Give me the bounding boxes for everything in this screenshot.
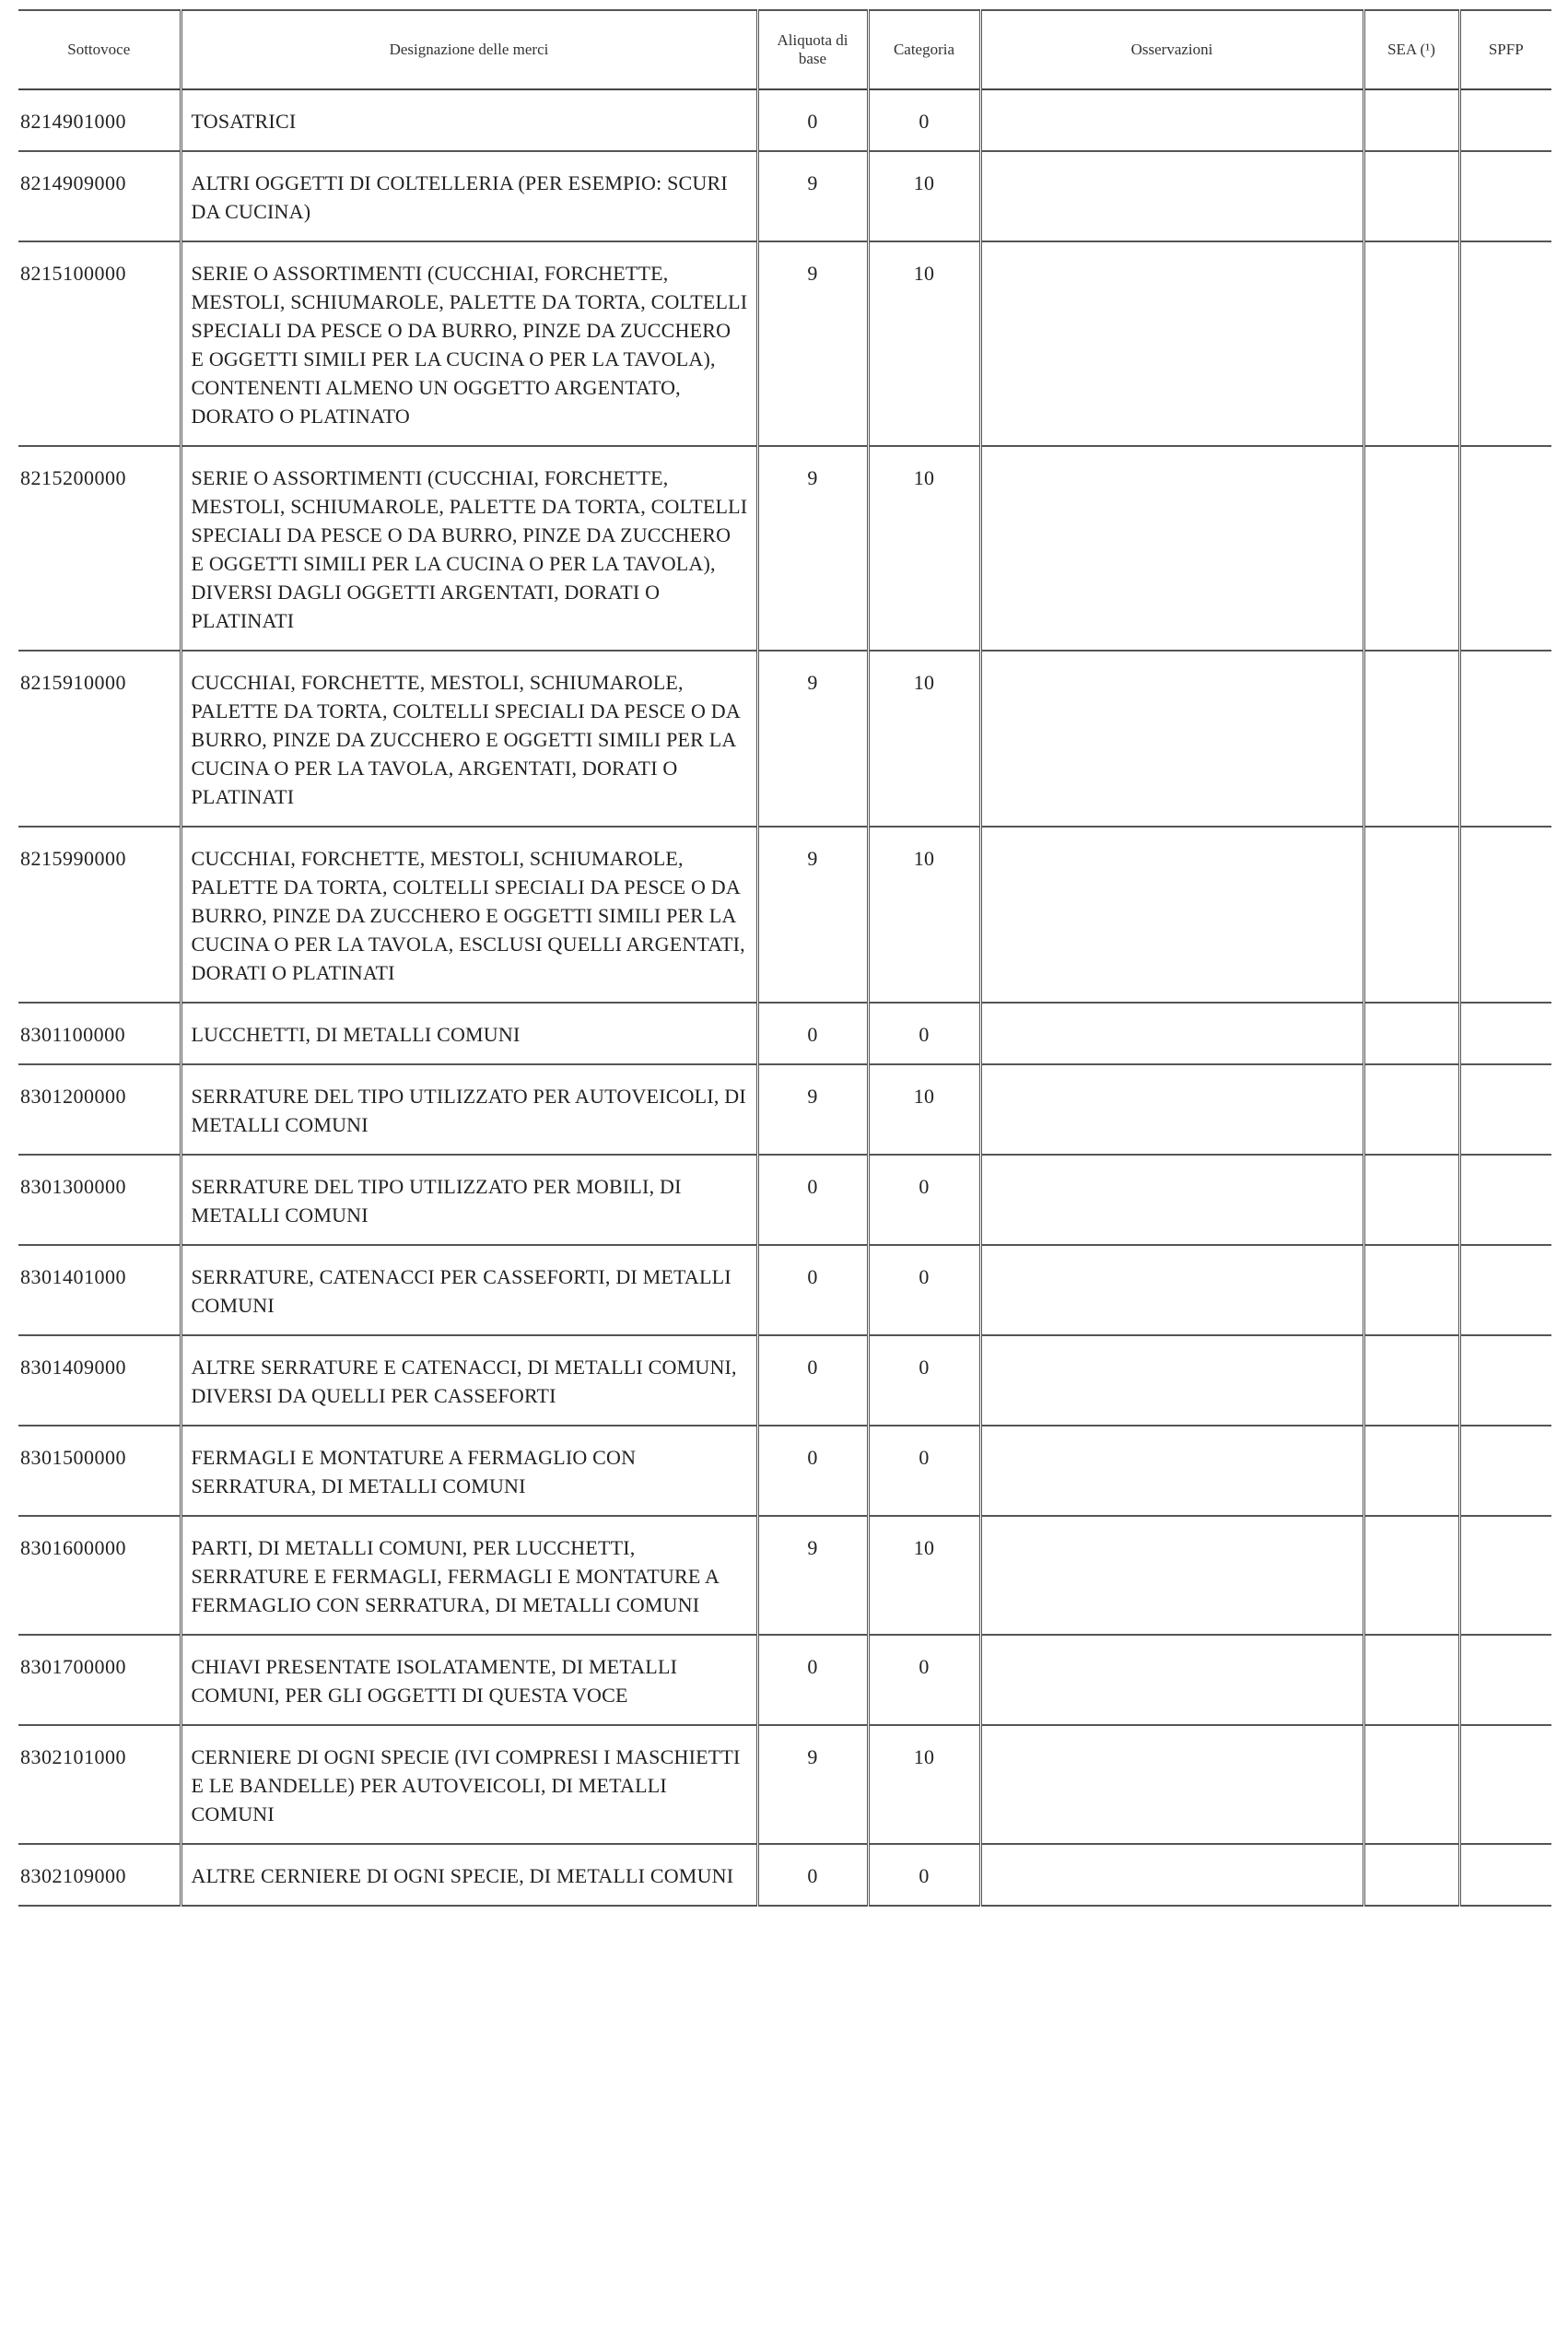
cell-base-rate: 9 [757,151,868,241]
cell-spfp [1459,827,1551,1003]
cell-spfp [1459,1516,1551,1635]
cell-category: 0 [868,1245,980,1335]
cell-base-rate: 9 [757,1725,868,1844]
cell-code: 8214901000 [18,89,181,151]
tariff-table [18,9,1551,1907]
cell-spfp [1459,1426,1551,1516]
cell-sea [1363,1245,1459,1335]
cell-category: 10 [868,151,980,241]
table-row [18,1426,1551,1516]
cell-category: 0 [868,1635,980,1725]
table-row [18,1155,1551,1245]
cell-code: 8215200000 [18,446,181,651]
cell-sea [1363,1335,1459,1426]
cell-remarks [980,651,1363,827]
cell-code: 8302109000 [18,1844,181,1906]
cell-remarks [980,1426,1363,1516]
cell-sea [1363,89,1459,151]
cell-description: SERRATURE DEL TIPO UTILIZZATO PER AUTOVEICOLI, DI METALLI COMUNI [181,1064,757,1155]
cell-description: LUCCHETTI, DI METALLI COMUNI [181,1003,757,1064]
cell-remarks [980,241,1363,446]
cell-remarks [980,1245,1363,1335]
cell-category: 0 [868,1426,980,1516]
cell-sea [1363,1155,1459,1245]
cell-base-rate: 0 [757,1245,868,1335]
cell-spfp [1459,241,1551,446]
cell-sea [1363,446,1459,651]
cell-code: 8301700000 [18,1635,181,1725]
cell-description: CUCCHIAI, FORCHETTE, MESTOLI, SCHIUMAROLE, PALETTE DA TORTA, COLTELLI SPECIALI DA PESCE O DA BURRO, PINZE DA ZUCCHERO E OGGETTI SIMILI PER LA CUCINA O PER LA TAVOLA, ARGENTATI, DORATI O PLATINATI [181,651,757,827]
table-row [18,1725,1551,1844]
cell-base-rate: 0 [757,1003,868,1064]
cell-spfp [1459,1635,1551,1725]
cell-code: 8301100000 [18,1003,181,1064]
cell-sea [1363,651,1459,827]
cell-sea [1363,827,1459,1003]
cell-spfp [1459,89,1551,151]
table-row [18,651,1551,827]
cell-base-rate: 9 [757,1516,868,1635]
header-remarks: Osservazioni [980,10,1363,89]
table-row [18,241,1551,446]
cell-remarks [980,827,1363,1003]
cell-spfp [1459,1155,1551,1245]
cell-base-rate: 9 [757,651,868,827]
cell-code: 8301500000 [18,1426,181,1516]
table-row [18,1844,1551,1906]
cell-category: 0 [868,1335,980,1426]
header-spfp: SPFP [1459,10,1551,89]
cell-sea [1363,1635,1459,1725]
cell-code: 8301409000 [18,1335,181,1426]
cell-description: SERRATURE, CATENACCI PER CASSEFORTI, DI METALLI COMUNI [181,1245,757,1335]
cell-code: 8301200000 [18,1064,181,1155]
table-row [18,1516,1551,1635]
cell-remarks [980,1003,1363,1064]
header-base-rate: Aliquota di base [757,10,868,89]
cell-description: ALTRE CERNIERE DI OGNI SPECIE, DI METALLI COMUNI [181,1844,757,1906]
cell-sea [1363,1844,1459,1906]
cell-spfp [1459,1064,1551,1155]
cell-remarks [980,1725,1363,1844]
cell-code: 8215100000 [18,241,181,446]
cell-base-rate: 9 [757,446,868,651]
cell-sea [1363,1064,1459,1155]
cell-description: CUCCHIAI, FORCHETTE, MESTOLI, SCHIUMAROLE, PALETTE DA TORTA, COLTELLI SPECIALI DA PESCE O DA BURRO, PINZE DA ZUCCHERO E OGGETTI SIMILI PER LA CUCINA O PER LA TAVOLA, ESCLUSI QUELLI ARGENTATI, DORATI O PLATINATI [181,827,757,1003]
table-row [18,1064,1551,1155]
cell-code: 8301300000 [18,1155,181,1245]
table-row [18,151,1551,241]
table-row [18,1003,1551,1064]
table-row [18,1335,1551,1426]
cell-remarks [980,446,1363,651]
cell-sea [1363,1003,1459,1064]
cell-base-rate: 0 [757,1635,868,1725]
cell-remarks [980,1844,1363,1906]
cell-spfp [1459,1245,1551,1335]
cell-sea [1363,1725,1459,1844]
cell-remarks [980,89,1363,151]
cell-category: 0 [868,89,980,151]
cell-remarks [980,1155,1363,1245]
cell-description: CERNIERE DI OGNI SPECIE (IVI COMPRESI I MASCHIETTI E LE BANDELLE) PER AUTOVEICOLI, DI METALLI COMUNI [181,1725,757,1844]
cell-description: SERIE O ASSORTIMENTI (CUCCHIAI, FORCHETTE, MESTOLI, SCHIUMAROLE, PALETTE DA TORTA, COLTELLI SPECIALI DA PESCE O DA BURRO, PINZE DA ZUCCHERO E OGGETTI SIMILI PER LA CUCINA O PER LA TAVOLA), CONTENENTI ALMENO UN OGGETTO ARGENTATO, DORATO O PLATINATO [181,241,757,446]
table-row [18,1635,1551,1725]
table-row [18,89,1551,151]
cell-remarks [980,1064,1363,1155]
cell-sea [1363,1516,1459,1635]
cell-remarks [980,1335,1363,1426]
cell-code: 8215910000 [18,651,181,827]
cell-sea [1363,1426,1459,1516]
table-body [18,89,1551,1906]
cell-category: 10 [868,241,980,446]
cell-category: 10 [868,651,980,827]
table-row [18,827,1551,1003]
cell-code: 8215990000 [18,827,181,1003]
cell-sea [1363,241,1459,446]
cell-remarks [980,1516,1363,1635]
cell-description: ALTRE SERRATURE E CATENACCI, DI METALLI COMUNI, DIVERSI DA QUELLI PER CASSEFORTI [181,1335,757,1426]
cell-category: 0 [868,1844,980,1906]
header-category: Categoria [868,10,980,89]
cell-base-rate: 0 [757,89,868,151]
table-row [18,1245,1551,1335]
header-sea: SEA (¹) [1363,10,1459,89]
cell-category: 10 [868,1516,980,1635]
cell-base-rate: 9 [757,241,868,446]
cell-spfp [1459,651,1551,827]
cell-description: TOSATRICI [181,89,757,151]
cell-category: 0 [868,1003,980,1064]
cell-description: PARTI, DI METALLI COMUNI, PER LUCCHETTI, SERRATURE E FERMAGLI, FERMAGLI E MONTATURE A FERMAGLIO CON SERRATURA, DI METALLI COMUNI [181,1516,757,1635]
cell-code: 8214909000 [18,151,181,241]
cell-code: 8302101000 [18,1725,181,1844]
cell-spfp [1459,1844,1551,1906]
cell-code: 8301600000 [18,1516,181,1635]
cell-base-rate: 9 [757,827,868,1003]
cell-spfp [1459,1335,1551,1426]
header-description: Designazione delle merci [181,10,757,89]
cell-spfp [1459,1003,1551,1064]
cell-category: 10 [868,827,980,1003]
cell-spfp [1459,446,1551,651]
cell-base-rate: 9 [757,1064,868,1155]
cell-base-rate: 0 [757,1426,868,1516]
cell-code: 8301401000 [18,1245,181,1335]
cell-description: SERIE O ASSORTIMENTI (CUCCHIAI, FORCHETTE, MESTOLI, SCHIUMAROLE, PALETTE DA TORTA, COLTELLI SPECIALI DA PESCE O DA BURRO, PINZE DA ZUCCHERO E OGGETTI SIMILI PER LA CUCINA O PER LA TAVOLA), DIVERSI DAGLI OGGETTI ARGENTATI, DORATI O PLATINATI [181,446,757,651]
cell-sea [1363,151,1459,241]
header-code: Sottovoce [18,10,181,89]
cell-category: 10 [868,1725,980,1844]
cell-base-rate: 0 [757,1155,868,1245]
table-header-row [18,10,1551,89]
cell-spfp [1459,151,1551,241]
cell-remarks [980,1635,1363,1725]
cell-description: ALTRI OGGETTI DI COLTELLERIA (PER ESEMPIO: SCURI DA CUCINA) [181,151,757,241]
cell-category: 10 [868,446,980,651]
table-row [18,446,1551,651]
cell-spfp [1459,1725,1551,1844]
cell-remarks [980,151,1363,241]
cell-category: 10 [868,1064,980,1155]
cell-description: FERMAGLI E MONTATURE A FERMAGLIO CON SERRATURA, DI METALLI COMUNI [181,1426,757,1516]
cell-description: CHIAVI PRESENTATE ISOLATAMENTE, DI METALLI COMUNI, PER GLI OGGETTI DI QUESTA VOCE [181,1635,757,1725]
cell-category: 0 [868,1155,980,1245]
cell-description: SERRATURE DEL TIPO UTILIZZATO PER MOBILI, DI METALLI COMUNI [181,1155,757,1245]
cell-base-rate: 0 [757,1844,868,1906]
cell-base-rate: 0 [757,1335,868,1426]
